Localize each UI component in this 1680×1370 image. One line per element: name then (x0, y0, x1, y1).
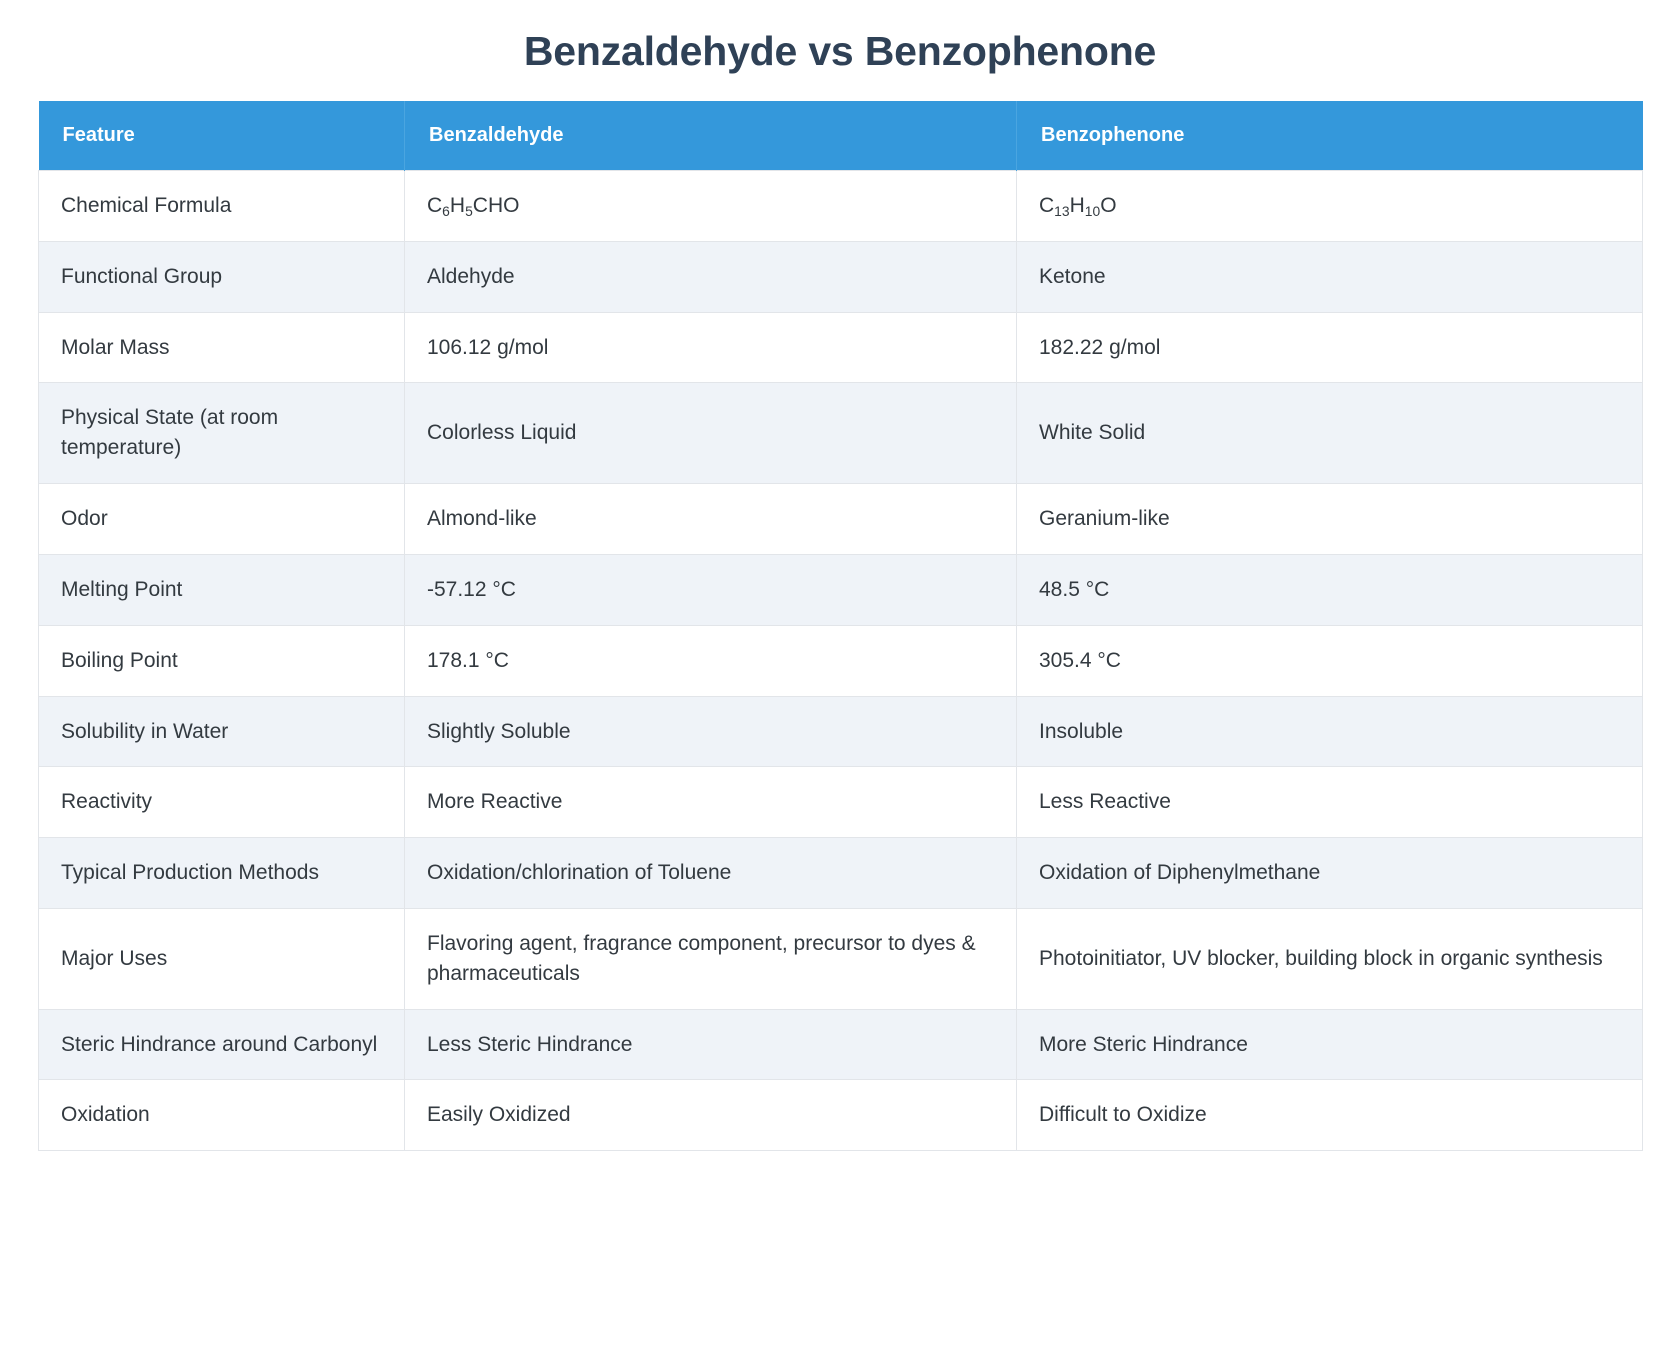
cell-benzophenone: White Solid (1017, 383, 1643, 484)
cell-benzophenone: Ketone (1017, 241, 1643, 312)
cell-feature: Melting Point (39, 554, 405, 625)
table-row (39, 1080, 1643, 1151)
cell-benzaldehyde: $C_6H_5CHO$ (405, 171, 1017, 242)
cell-benzaldehyde: Less Steric Hindrance (405, 1009, 1017, 1080)
cell-benzaldehyde: Aldehyde (405, 241, 1017, 312)
cell-feature: Steric Hindrance around Carbonyl (39, 1009, 405, 1080)
cell-feature: Physical State (at room temperature) (39, 383, 405, 484)
cell-benzaldehyde: -57.12 °C (405, 554, 1017, 625)
cell-benzophenone: $C_{13}H_{10}O$ (1017, 171, 1643, 242)
cell-feature: Functional Group (39, 241, 405, 312)
cell-benzophenone: 305.4 °C (1017, 625, 1643, 696)
page-title: Benzaldehyde vs Benzophenone (523, 28, 1157, 74)
table-row (39, 767, 1643, 838)
cell-benzaldehyde: More Reactive (405, 767, 1017, 838)
cell-benzophenone: Less Reactive (1017, 767, 1643, 838)
cell-benzaldehyde: Easily Oxidized (405, 1080, 1017, 1151)
cell-feature: Typical Production Methods (39, 838, 405, 909)
table-row (39, 484, 1643, 555)
cell-benzaldehyde: Oxidation/chlorination of Toluene (405, 838, 1017, 909)
table-row (39, 838, 1643, 909)
table-row (39, 241, 1643, 312)
cell-benzophenone: Insoluble (1017, 696, 1643, 767)
table-header-row (39, 101, 1643, 171)
table-row (39, 383, 1643, 484)
cell-benzaldehyde: 106.12 g/mol (405, 312, 1017, 383)
table-row (39, 312, 1643, 383)
cell-feature: Oxidation (39, 1080, 405, 1151)
cell-feature: Reactivity (39, 767, 405, 838)
table-row (39, 908, 1643, 1009)
column-header-benzophenone: Benzophenone (1017, 101, 1643, 171)
cell-benzaldehyde: Almond-like (405, 484, 1017, 555)
cell-benzaldehyde: Colorless Liquid (405, 383, 1017, 484)
cell-benzaldehyde: 178.1 °C (405, 625, 1017, 696)
table-row (39, 696, 1643, 767)
comparison-table (38, 101, 1643, 1151)
cell-benzophenone: Geranium-like (1017, 484, 1643, 555)
cell-feature: Chemical Formula (39, 171, 405, 242)
cell-feature: Molar Mass (39, 312, 405, 383)
table-body (39, 171, 1643, 1151)
cell-feature: Solubility in Water (39, 696, 405, 767)
cell-benzophenone: Photoinitiator, UV blocker, building block in organic synthesis (1017, 908, 1643, 1009)
cell-benzaldehyde: Flavoring agent, fragrance component, precursor to dyes & pharmaceuticals (405, 908, 1017, 1009)
cell-feature: Odor (39, 484, 405, 555)
cell-benzaldehyde: Slightly Soluble (405, 696, 1017, 767)
column-header-feature: Feature (39, 101, 405, 171)
cell-benzophenone: 48.5 °C (1017, 554, 1643, 625)
table-row (39, 1009, 1643, 1080)
cell-benzophenone: Oxidation of Diphenylmethane (1017, 838, 1643, 909)
table-row (39, 625, 1643, 696)
cell-benzophenone: 182.22 g/mol (1017, 312, 1643, 383)
cell-benzophenone: Difficult to Oxidize (1017, 1080, 1643, 1151)
cell-feature: Major Uses (39, 908, 405, 1009)
column-header-benzaldehyde: Benzaldehyde (405, 101, 1017, 171)
cell-feature: Boiling Point (39, 625, 405, 696)
table-row (39, 554, 1643, 625)
comparison-table-container (38, 101, 1642, 1151)
cell-benzophenone: More Steric Hindrance (1017, 1009, 1643, 1080)
table-row (39, 171, 1643, 242)
table-header (39, 101, 1643, 171)
